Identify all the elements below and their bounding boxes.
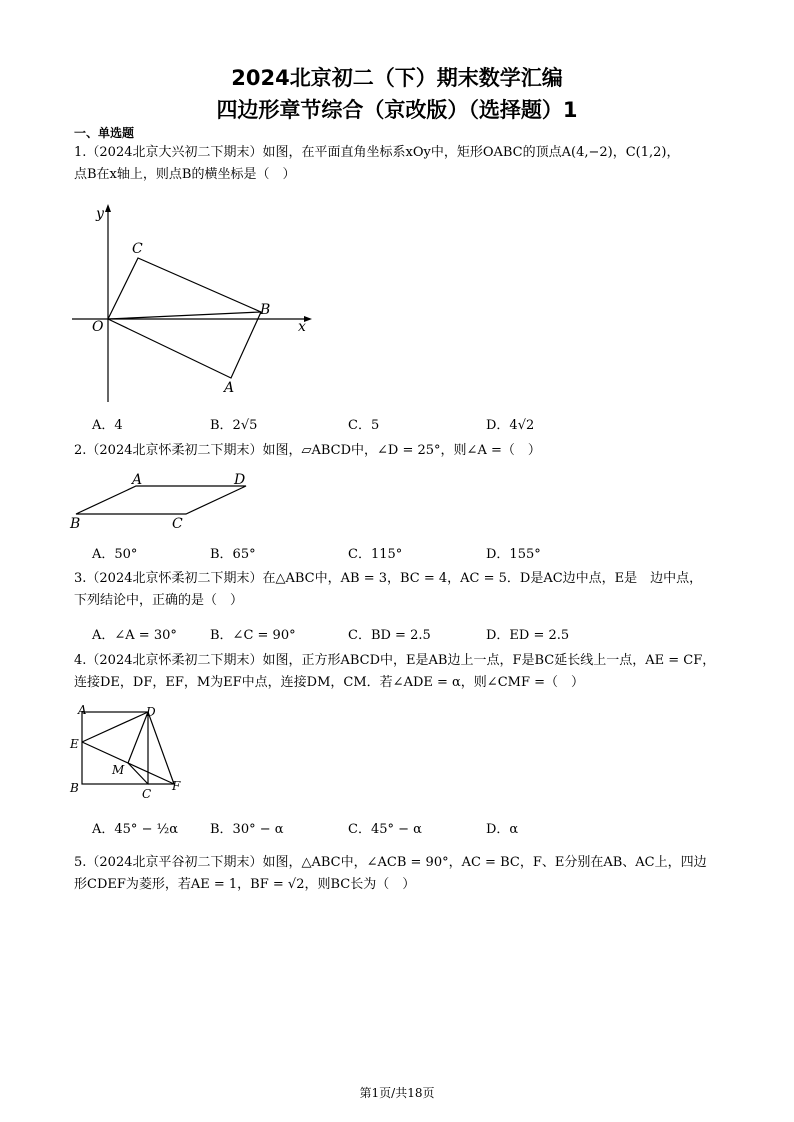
label-b: B [260, 302, 271, 318]
y-axis-arrow [105, 204, 111, 212]
option-b[interactable]: B．65° [210, 547, 256, 562]
label-c: C [172, 516, 183, 532]
question-2 [74, 440, 724, 462]
option-d[interactable]: D．155° [486, 547, 541, 562]
option-d[interactable]: D．α [486, 822, 519, 837]
label-y: y [96, 206, 104, 222]
segment-cm [128, 763, 148, 784]
option-d[interactable]: D．4√2 [486, 418, 535, 433]
option-c[interactable]: C．5 [348, 418, 380, 433]
label-m: M [112, 763, 125, 777]
title-line-2: 四边形章节综合（京改版）（选择题）1 [216, 98, 578, 122]
question-5-line-1: 5.（2024北京平谷初二下期末）如图，△ABC中，∠ACB = 90°，AC = BC，F、E分别在AB、AC上，四边 [74, 855, 707, 870]
option-c[interactable]: C．115° [348, 547, 403, 562]
label-f: F [172, 779, 181, 793]
option-a[interactable]: A．45° − ½α [92, 822, 178, 837]
label-d: D [146, 705, 156, 719]
label-c: C [142, 787, 152, 801]
question-1-line-2: 点B在x轴上，则点B的横坐标是（ ） [74, 167, 296, 182]
diagonal-ob [108, 312, 261, 319]
label-e: E [70, 737, 79, 751]
question-4-line-1: 4.（2024北京怀柔初二下期末）如图，正方形ABCD中，E是AB边上一点，F是BC延长线上一点，AE = CF， [74, 653, 716, 668]
label-a: A [78, 703, 87, 717]
label-a: A [224, 380, 235, 396]
option-c[interactable]: C．45° − α [348, 822, 422, 837]
option-a[interactable]: A．50° [92, 547, 138, 562]
option-b[interactable]: B．∠C = 90° [210, 628, 296, 643]
title-line-1: 2024北京初二（下）期末数学汇编 [231, 66, 563, 90]
option-a[interactable]: A．∠A = 30° [92, 628, 177, 643]
question-2-line-1: 2.（2024北京怀柔初二下期末）如图，▱ABCD中，∠D = 25°，则∠A =（ ） [74, 443, 541, 458]
question-5 [74, 852, 724, 896]
page-footer: 第1页/共18页 [359, 1086, 435, 1100]
label-x: x [298, 319, 306, 335]
question-1-figure [70, 200, 320, 410]
section-label: 一、单选题 [74, 126, 135, 140]
label-b: B [70, 516, 81, 532]
question-3-line-2: 下列结论中，正确的是（ ） [74, 593, 244, 608]
question-4-figure [66, 702, 196, 802]
label-o: O [92, 319, 104, 335]
label-d: D [234, 472, 246, 488]
option-c[interactable]: C．BD = 2.5 [348, 628, 431, 643]
option-a[interactable]: A．4 [92, 418, 123, 433]
label-c: C [132, 241, 143, 257]
question-1-line-1: 1.（2024北京大兴初二下期末）如图，在平面直角坐标系xOy中，矩形OABC的顶点A(4,−2)，C(1,2)， [74, 145, 680, 160]
question-3-line-1: 3.（2024北京怀柔初二下期末）在△ABC中，AB = 3，BC = 4，AC = 5．D是AC边中点，E是 边中点， [74, 571, 703, 586]
question-2-figure [68, 468, 258, 534]
option-b[interactable]: B．30° − α [210, 822, 284, 837]
question-5-line-2: 形CDEF为菱形，若AE = 1，BF = √2，则BC长为（ ） [74, 877, 416, 892]
option-b[interactable]: B．2√5 [210, 418, 258, 433]
label-a: A [132, 472, 143, 488]
question-4 [74, 650, 724, 694]
question-4-line-2: 连接DE，DF，EF，M为EF中点，连接DM，CM．若∠ADE = α，则∠CMF =（ ） [74, 675, 585, 690]
question-1 [74, 142, 724, 186]
question-3 [74, 568, 724, 612]
label-b: B [70, 781, 79, 795]
option-d[interactable]: D．ED = 2.5 [486, 628, 570, 643]
parallelogram-abcd [76, 486, 246, 514]
segment-df [148, 712, 174, 784]
